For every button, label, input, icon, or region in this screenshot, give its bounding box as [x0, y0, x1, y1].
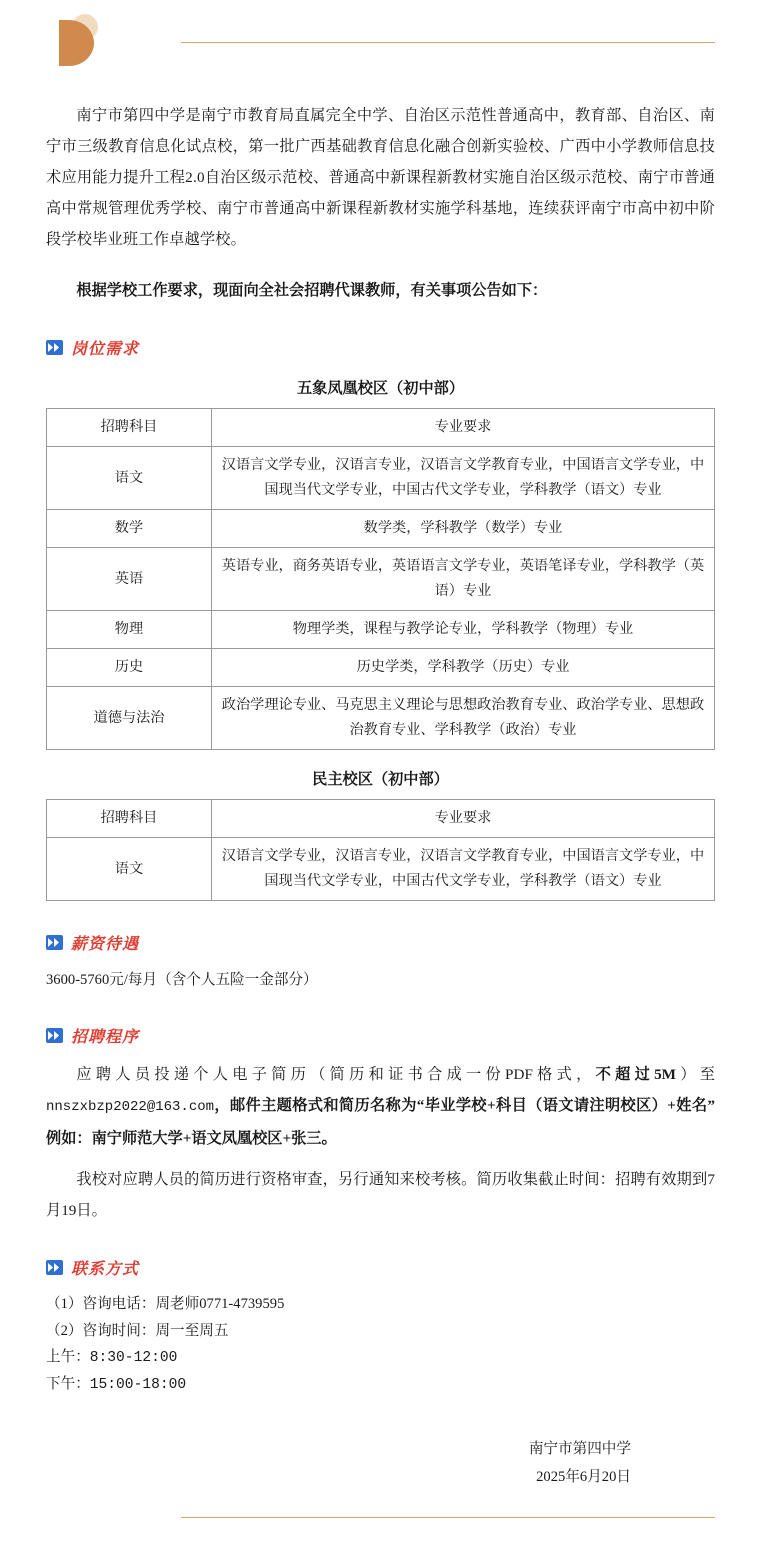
section-title-jobs: 岗位需求 — [71, 341, 140, 358]
procedure-paragraph-1 — [46, 1059, 715, 1154]
cell-requirement: 物理学类，课程与教学论专业，学科教学（物理）专业 — [212, 611, 715, 649]
table-row — [47, 447, 715, 510]
intro-paragraph-1: 南宁市第四中学是南宁市教育局直属完全中学、自治区示范性普通高中，教育部、自治区、南宁市三级教育信息化试点校，第一批广西基础教育信息化融合创新实验校、广西中小学教师信息技术应用能力提升工程2.0自治区级示范校、普通高中新课程新教材实施自治区级示范校、南宁市普通高中常规管理优秀学校、南宁市普通高中新课程新教材实施学科基地，连续获评南宁市高中初中阶段学校毕业班工作卓越学校。 — [46, 107, 715, 248]
double-arrow-icon — [46, 340, 63, 355]
section-heading-salary — [46, 931, 715, 954]
cell-requirement: 数学类，学科教学（数学）专业 — [212, 510, 715, 548]
cell-requirement: 汉语言文学专业，汉语言专业，汉语言文学教育专业，中国语言文学专业，中国现当代文学专业，中国古代文学专业，学科教学（语文）专业 — [212, 447, 715, 510]
cell-requirement: 汉语言文学专业，汉语言专业，汉语言文学教育专业，中国语言文学专业，中国现当代文学专业，中国古代文学专业，学科教学（语文）专业 — [212, 838, 715, 901]
table-row — [47, 687, 715, 750]
cell-subject: 英语 — [47, 548, 212, 611]
table-header-subject: 招聘科目 — [47, 800, 212, 838]
procedure-subject-format-bold: ，邮件主题格式和简历名称为“毕业学校+科目（语文请注明校区）+姓名”例如：南宁师范大学+语文凤凰校区+张三。 — [46, 1097, 715, 1147]
cell-subject: 历史 — [47, 649, 212, 687]
table-row — [47, 611, 715, 649]
signature-date: 2025年6月20日 — [536, 1469, 631, 1485]
header-divider — [181, 42, 715, 43]
table-header-requirement: 专业要求 — [212, 800, 715, 838]
jobs-table-fenghuang — [46, 408, 715, 750]
cell-subject: 语文 — [47, 838, 212, 901]
footer-divider — [181, 1517, 715, 1518]
section-title-salary: 薪资待遇 — [71, 936, 140, 953]
document-header — [46, 0, 715, 86]
procedure-email: nnszxbzp2022@163.com — [46, 1099, 215, 1115]
section-heading-contact — [46, 1256, 715, 1279]
section-heading-procedure — [46, 1024, 715, 1047]
procedure-text-b: ）至 — [676, 1066, 715, 1083]
cell-requirement: 政治学理论专业、马克思主义理论与思想政治教育专业、政治学专业、思想政治教育专业、学科教学（政治）专业 — [212, 687, 715, 750]
cell-subject: 物理 — [47, 611, 212, 649]
cell-subject: 数学 — [47, 510, 212, 548]
procedure-limit-bold: 不超过5M — [595, 1066, 677, 1083]
double-arrow-icon — [46, 935, 63, 950]
cell-requirement: 历史学类，学科教学（历史）专业 — [212, 649, 715, 687]
intro-paragraph-2: 根据学校工作要求，现面向全社会招聘代课教师，有关事项公告如下： — [76, 282, 548, 299]
salary-text: 3600-5760元/每月（含个人五险一金部分） — [46, 972, 318, 988]
table-header-row — [47, 800, 715, 838]
procedure-paragraph-2: 我校对应聘人员的简历进行资格审查，另行通知来校考核。简历收集截止时间：招聘有效期到7月19日。 — [46, 1171, 715, 1219]
table-caption-1: 五象凤凰校区（初中部） — [296, 380, 465, 397]
contact-list — [46, 1291, 715, 1399]
jobs-table-minzhu — [46, 799, 715, 901]
cell-subject: 语文 — [47, 447, 212, 510]
table-header-subject: 招聘科目 — [47, 409, 212, 447]
brand-notch-icon — [46, 20, 59, 66]
table-row — [47, 649, 715, 687]
section-title-procedure: 招聘程序 — [71, 1029, 140, 1046]
signature-org: 南宁市第四中学 — [528, 1441, 631, 1457]
table-header-requirement: 专业要求 — [212, 409, 715, 447]
cell-requirement: 英语专业，商务英语专业，英语语言文学专业，英语笔译专业，学科教学（英语）专业 — [212, 548, 715, 611]
table-header-row — [47, 409, 715, 447]
double-arrow-icon — [46, 1028, 63, 1043]
procedure-text-a: 应聘人员投递个人电子简历（简历和证书合成一份PDF格式， — [76, 1066, 596, 1083]
table-row — [47, 838, 715, 901]
cell-subject: 道德与法治 — [47, 687, 212, 750]
table-row — [47, 548, 715, 611]
contact-line: 上午：8:30-12:00 — [46, 1350, 178, 1366]
signature-block — [46, 1435, 715, 1491]
double-arrow-icon — [46, 1260, 63, 1275]
contact-line: 下午：15:00-18:00 — [46, 1377, 187, 1393]
section-heading-jobs — [46, 336, 715, 359]
table-row — [47, 510, 715, 548]
table-caption-2: 民主校区（初中部） — [312, 771, 449, 788]
section-title-contact: 联系方式 — [71, 1261, 140, 1278]
contact-line: （2）咨询时间：周一至周五 — [46, 1323, 229, 1339]
contact-line: （1）咨询电话：周老师0771-4739595 — [46, 1296, 285, 1312]
